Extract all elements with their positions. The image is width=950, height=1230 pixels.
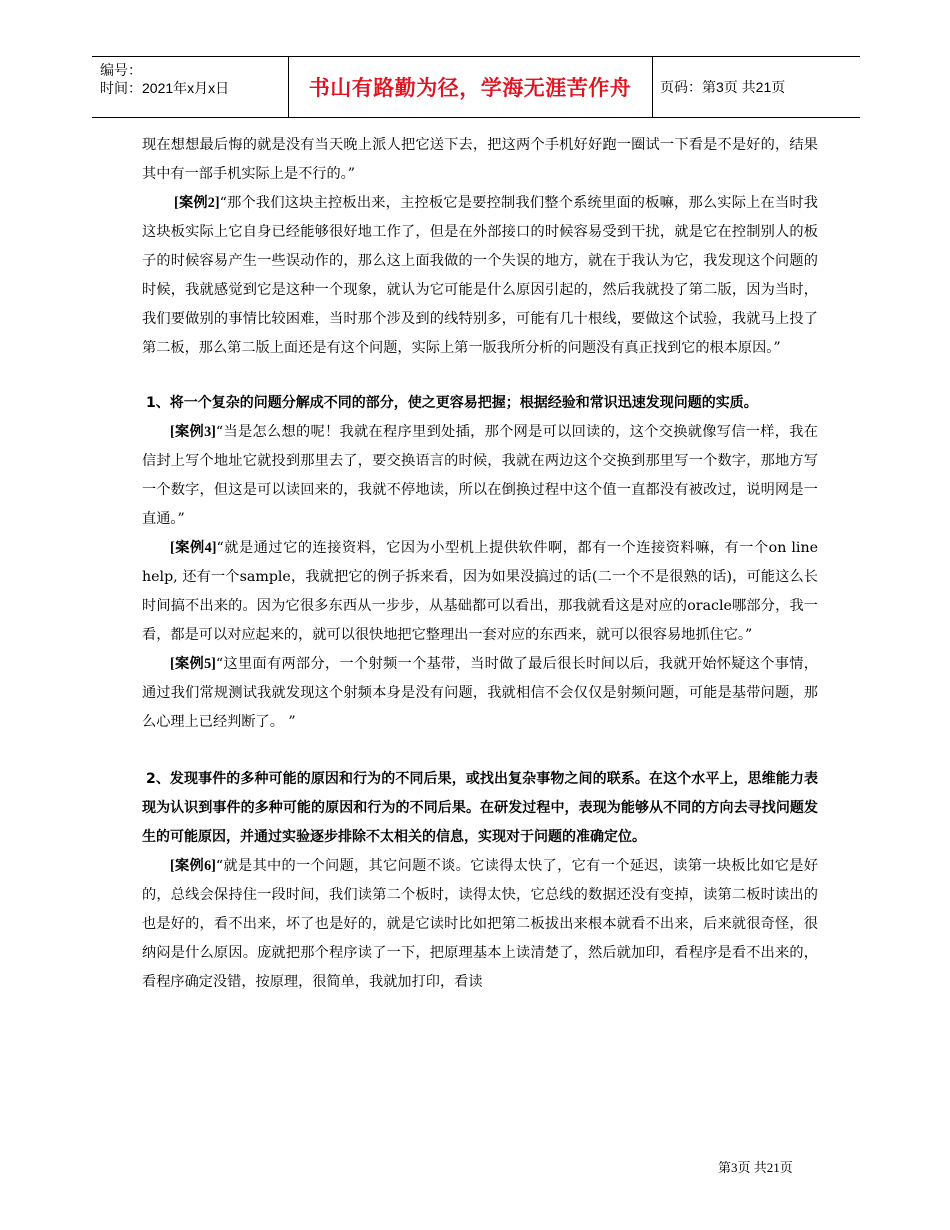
header-motto: 书山有路勤为径，学海无涯苦作舟 [288, 57, 653, 117]
header-meta-cell [92, 57, 289, 117]
case-4-text: “就是通过它的连接资料，它因为小型机上提供软件啊，都有一个连接资料嘛，有一个on line help, 还有一个sample，我就把它的例子拆来看，因为如果没搞过的话(二一个不是很熟的话)，可能这么长时间搞不出来的。因为它很多东西从一步步，从基础都可以看出，那我就看这是对应的oracle哪部分，我一看，都是可以对应起来的，就可以很快地把它整理出一套对应的东西来，就可以很容易地抓住它。” [142, 540, 818, 643]
case-3-text: “当是怎么想的呢！我就在程序里到处插，那个网是可以回读的，这个交换就像写信一样，我在信封上写个地址它就投到那里去了，要交换语言的时候，我就在两边这个交换到那里写一个数字，那地方写一个数字，但这是可以读回来的，我就不停地读，所以在倒换过程中这个值一直都没有被改过，说明网是一直通。” [142, 424, 818, 527]
section-1-heading: 1、将一个复杂的问题分解成不同的部分，使之更容易把握；根据经验和常识迅速发现问题的实质。 [146, 395, 758, 411]
section-2-heading: 2、发现事件的多种可能的原因和行为的不同后果，或找出复杂事物之间的联系。在这个水平上，思维能力表现为认识到事件的多种可能的原因和行为的不同后果。在研发过程中，表现为能够从不同的方向去寻找问题发生的可能原因，并通过实验逐步排除不太相关的信息，实现对于问题的准确定位。 [142, 771, 818, 845]
case-2-paragraph [142, 189, 818, 363]
document-code-label: 编号： [100, 62, 142, 78]
case-6-text: “就是其中的一个问题，其它问题不谈。它读得太快了，它有一个延迟，读第一块板比如它是好的，总线会保持住一段时间，我们读第二个板时，读得太快，它总线的数据还没有变掉，读第二板时读出的也是好的，看不出来，坏了也是好的，就是它读时比如把第二板拔出来根本就看不出来，后来就很奇怪，很纳闷是什么原因。庞就把那个程序读了一下，把原理基本上读清楚了，然后就加印，看程序是看不出来的，看程序确定没错，按原理，很简单，我就加打印，看读 [142, 858, 818, 990]
case-5-tag: [案例5] [170, 656, 216, 672]
case-5-paragraph [142, 650, 818, 737]
case-3-tag: [案例3] [170, 424, 216, 440]
page-footer: 第3页 共21页 [718, 1160, 793, 1175]
document-body [142, 131, 818, 997]
header-page-number: 页码：第3页 共21页 [660, 79, 786, 95]
document-time-label: 时间：2021年x月x日 [100, 80, 230, 96]
page-header [92, 56, 860, 118]
case-6-tag: [案例6] [170, 858, 216, 874]
case-2-text: “那个我们这块主控板出来，主控板它是要控制我们整个系统里面的板嘛，那么实际上在当时我这块板实际上它自身已经能够很好地工作了，但是在外部接口的时候容易受到干扰，就是它在控制别人的板子的时候容易产生一些误动作的，那么这上面我做的一个失误的地方，就在于我认为它，我发现这个问题的时候，我就感觉到它是这种一个现象，就认为它可能是什么原因引起的，然后我就投了第二版，因为当时，我们要做别的事情比较困难，当时那个涉及到的线特别多，可能有几十根线，要做这个试验，我就马上投了第二板，那么第二版上面还是有这个问题，实际上第一版我所分析的问题没有真正找到它的根本原因。” [142, 195, 818, 356]
case-3-paragraph [142, 418, 818, 534]
case-4-tag: [案例4] [170, 540, 217, 556]
paragraph-continuation: 现在想想最后悔的就是没有当天晚上派人把它送下去，把这两个手机好好跑一圈试一下看是不是好的，结果其中有一部手机实际上是不行的。” [142, 137, 818, 182]
case-2-tag: [案例2] [174, 195, 220, 211]
case-4-paragraph [142, 534, 818, 650]
case-6-paragraph [142, 852, 818, 997]
case-5-text: “这里面有两部分，一个射频一个基带，当时做了最后很长时间以后，我就开始怀疑这个事情，通过我们常规测试我就发现这个射频本身是没有问题，我就相信不会仅仅是射频问题，可能是基带问题，那么心理上已经判断了。 ” [142, 656, 818, 730]
